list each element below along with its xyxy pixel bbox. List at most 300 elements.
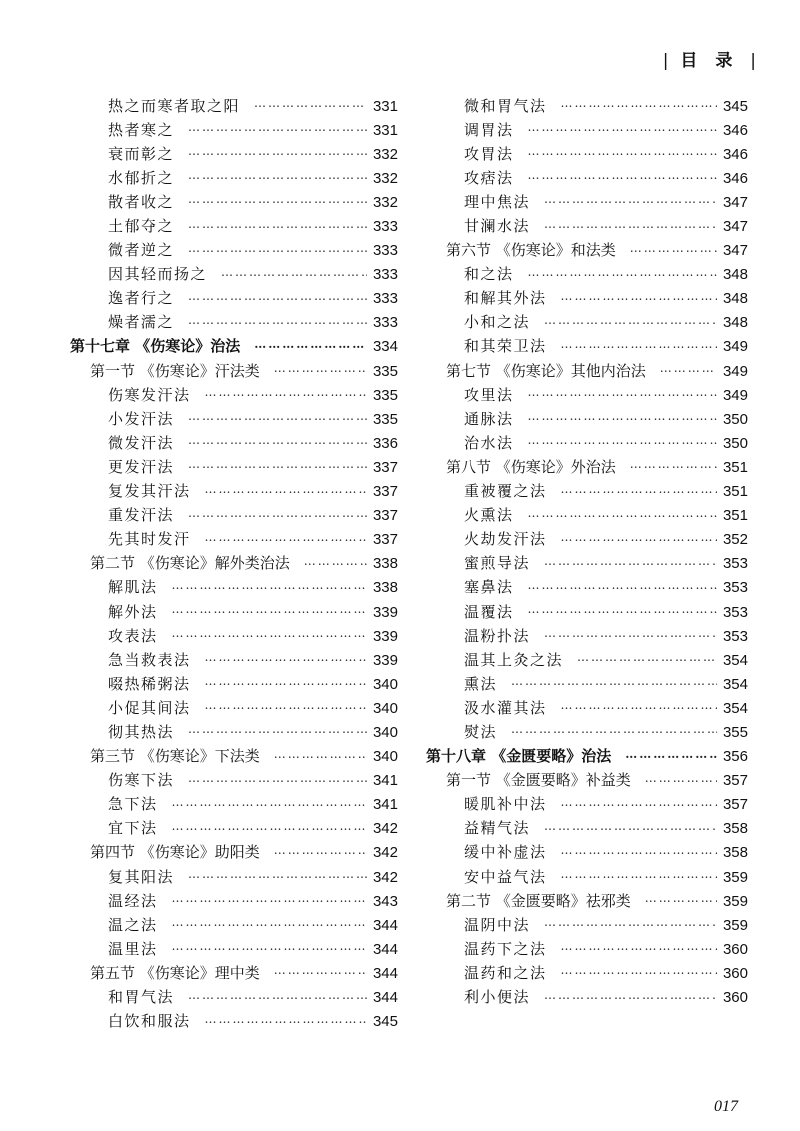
toc-entry-page: 351 <box>722 458 748 476</box>
toc-entry-page: 354 <box>722 699 748 717</box>
dot-leader <box>188 314 367 326</box>
toc-entry-sub[interactable] <box>70 383 398 407</box>
toc-entry-page: 338 <box>372 579 398 597</box>
toc-entry-title: 攻表法 <box>108 626 158 645</box>
toc-entry-sub[interactable] <box>70 166 398 190</box>
toc-entry-page: 347 <box>722 193 748 211</box>
dot-leader <box>274 362 367 374</box>
toc-entry-page: 344 <box>372 940 398 958</box>
toc-entry-title: 解外法 <box>108 602 158 621</box>
toc-entry-title: 宜下法 <box>108 819 158 838</box>
toc-entry-title: 微发汗法 <box>108 433 175 452</box>
toc-entry-title: 治水法 <box>464 433 514 452</box>
toc-entry-page: 337 <box>372 531 398 549</box>
dot-leader <box>561 483 717 495</box>
toc-entry-sub[interactable] <box>426 696 748 720</box>
toc-entry-sub[interactable] <box>70 985 398 1009</box>
dot-leader <box>544 555 717 567</box>
dot-leader <box>172 892 367 904</box>
toc-entry-sub[interactable] <box>426 407 748 431</box>
toc-entry-page: 334 <box>372 338 398 356</box>
dot-leader <box>528 410 717 422</box>
toc-entry-title: 熏法 <box>464 674 498 693</box>
toc-entry-sub[interactable] <box>426 672 748 696</box>
toc-entry-page: 337 <box>372 483 398 501</box>
toc-entry-sub[interactable] <box>70 263 398 287</box>
dot-leader <box>188 458 367 470</box>
toc-entry-title: 第五节 《伤寒论》理中类 <box>90 963 260 982</box>
dot-leader <box>561 940 717 952</box>
toc-entry-sub[interactable] <box>426 528 748 552</box>
toc-entry-page: 335 <box>372 410 398 428</box>
dot-leader <box>205 386 367 398</box>
toc-entry-sub[interactable] <box>70 648 398 672</box>
toc-entry-title: 和胃气法 <box>108 988 175 1007</box>
toc-entry-sub[interactable] <box>70 504 398 528</box>
toc-entry-page: 341 <box>372 796 398 814</box>
toc-entry-page: 333 <box>372 266 398 284</box>
toc-entry-title: 第十七章 《伤寒论》治法 <box>70 337 241 356</box>
toc-entry-title: 塞鼻法 <box>464 578 514 597</box>
toc-entry-title: 熨法 <box>464 722 498 741</box>
toc-entry-title: 啜热稀粥法 <box>108 674 191 693</box>
toc-entry-page: 342 <box>372 820 398 838</box>
toc-entry-title: 和其荣卫法 <box>464 337 547 356</box>
toc-entry-sub[interactable] <box>426 335 748 359</box>
toc-entry-page: 351 <box>722 483 748 501</box>
toc-entry-page: 346 <box>722 121 748 139</box>
dot-leader <box>528 507 717 519</box>
dot-leader <box>561 290 717 302</box>
toc-entry-page: 358 <box>722 844 748 862</box>
toc-entry-sec[interactable] <box>426 359 748 383</box>
toc-entry-page: 354 <box>722 651 748 669</box>
toc-entry-title: 第三节 《伤寒论》下法类 <box>90 747 260 766</box>
toc-entry-sec[interactable] <box>70 745 398 769</box>
dot-leader <box>561 844 717 856</box>
dot-leader <box>188 507 367 519</box>
toc-entry-sec[interactable] <box>426 889 748 913</box>
toc-entry-sub[interactable] <box>70 624 398 648</box>
dot-leader <box>511 675 717 687</box>
toc-entry-sub[interactable] <box>70 287 398 311</box>
toc-entry-page: 340 <box>372 699 398 717</box>
toc-entry-title: 温其上灸之法 <box>464 650 564 669</box>
toc-entry-title: 水郁折之 <box>108 168 175 187</box>
toc-entry-title: 第四节 《伤寒论》助阳类 <box>90 843 260 862</box>
dot-leader <box>544 193 717 205</box>
dot-leader <box>188 242 367 254</box>
toc-entry-page: 353 <box>722 579 748 597</box>
toc-entry-sub[interactable] <box>70 239 398 263</box>
toc-entry-title: 小和之法 <box>464 313 531 332</box>
toc-entry-sub[interactable] <box>70 118 398 142</box>
dot-leader <box>577 651 717 663</box>
toc-entry-sub[interactable] <box>70 913 398 937</box>
dot-leader <box>630 458 717 470</box>
toc-entry-title: 温阴中法 <box>464 915 531 934</box>
toc-entry-sub[interactable] <box>70 672 398 696</box>
toc-entry-page: 333 <box>372 314 398 332</box>
toc-entry-chap[interactable] <box>426 745 748 769</box>
toc-entry-sub[interactable] <box>70 1010 398 1034</box>
toc-entry-sub[interactable] <box>70 94 398 118</box>
header-title: 目 录 <box>680 51 739 71</box>
toc-entry-title: 益精气法 <box>464 819 531 838</box>
toc-entry-sub[interactable] <box>70 769 398 793</box>
toc-entry-sec[interactable] <box>426 455 748 479</box>
toc-entry-title: 缓中补虚法 <box>464 843 547 862</box>
toc-entry-title: 温之法 <box>108 915 158 934</box>
header-bar-right: | <box>750 51 756 71</box>
toc-entry-title: 火熏法 <box>464 506 514 525</box>
toc-entry-page: 350 <box>722 434 748 452</box>
toc-entry-title: 第二节 《金匮要略》祛邪类 <box>446 891 631 910</box>
toc-entry-title: 第六节 《伤寒论》和法类 <box>446 241 616 260</box>
toc-entry-sub[interactable] <box>70 311 398 335</box>
toc-entry-title: 安中益气法 <box>464 867 547 886</box>
toc-entry-sub[interactable] <box>70 480 398 504</box>
dot-leader <box>254 97 367 109</box>
dot-leader <box>630 242 717 254</box>
toc-entry-title: 因其轻而扬之 <box>108 265 208 284</box>
dot-leader <box>172 579 367 591</box>
dot-leader <box>561 531 717 543</box>
toc-entry-page: 350 <box>722 410 748 428</box>
toc-entry-page: 359 <box>722 892 748 910</box>
toc-entry-sec[interactable] <box>70 359 398 383</box>
dot-leader <box>172 940 367 952</box>
dot-leader <box>205 651 367 663</box>
dot-leader <box>172 627 367 639</box>
toc-entry-title: 热者寒之 <box>108 120 175 139</box>
toc-entry-page: 360 <box>722 940 748 958</box>
toc-entry-page: 345 <box>722 97 748 115</box>
dot-leader <box>172 820 367 832</box>
toc-entry-title: 温覆法 <box>464 602 514 621</box>
toc-entry-page: 360 <box>722 989 748 1007</box>
toc-entry-page: 358 <box>722 820 748 838</box>
toc-entry-title: 逸者行之 <box>108 289 175 308</box>
toc-entry-sub[interactable] <box>426 552 748 576</box>
toc-entry-title: 通脉法 <box>464 409 514 428</box>
toc-entry-page: 354 <box>722 675 748 693</box>
toc-entry-sub[interactable] <box>70 190 398 214</box>
toc-entry-sub[interactable] <box>426 383 748 407</box>
dot-leader <box>205 1013 367 1025</box>
dot-leader <box>188 121 367 133</box>
toc-entry-title: 伤寒下法 <box>108 771 175 790</box>
toc-entry-title: 蜜煎导法 <box>464 554 531 573</box>
toc-entry-title: 伤寒发汗法 <box>108 385 191 404</box>
toc-entry-page: 359 <box>722 868 748 886</box>
toc-entry-title: 攻里法 <box>464 385 514 404</box>
toc-entry-page: 353 <box>722 555 748 573</box>
toc-entry-page: 339 <box>372 627 398 645</box>
toc-entry-sub[interactable] <box>70 937 398 961</box>
toc-entry-page: 341 <box>372 772 398 790</box>
toc-entry-page: 357 <box>722 796 748 814</box>
toc-entry-sub[interactable] <box>426 431 748 455</box>
running-header <box>663 46 756 71</box>
dot-leader <box>528 266 717 278</box>
toc-entry-title: 小发汗法 <box>108 409 175 428</box>
toc-entry-page: 340 <box>372 723 398 741</box>
toc-entry-sub[interactable] <box>426 190 748 214</box>
toc-entry-title: 第十八章 《金匮要略》治法 <box>426 747 612 766</box>
toc-entry-title: 更发汗法 <box>108 457 175 476</box>
toc-entry-title: 微和胃气法 <box>464 96 547 115</box>
dot-leader <box>544 820 717 832</box>
toc-entry-title: 攻痞法 <box>464 168 514 187</box>
toc-entry-page: 355 <box>722 723 748 741</box>
toc-entry-sub[interactable] <box>426 263 748 287</box>
dot-leader <box>544 218 717 230</box>
toc-entry-title: 温药下之法 <box>464 939 547 958</box>
dot-leader <box>561 964 717 976</box>
toc-entry-sub[interactable] <box>426 504 748 528</box>
toc-entry-title: 和解其外法 <box>464 289 547 308</box>
dot-leader <box>188 434 367 446</box>
dot-leader <box>625 748 717 760</box>
dot-leader <box>188 989 367 1001</box>
toc-entry-sub[interactable] <box>70 142 398 166</box>
dot-leader <box>645 892 717 904</box>
dot-leader <box>660 362 717 374</box>
toc-entry-sub[interactable] <box>70 407 398 431</box>
toc-entry-page: 359 <box>722 916 748 934</box>
toc-entry-title: 理中焦法 <box>464 192 531 211</box>
toc-entry-sub[interactable] <box>426 214 748 238</box>
toc-entry-sub[interactable] <box>70 793 398 817</box>
toc-entry-title: 第一节 《金匮要略》补益类 <box>446 771 631 790</box>
toc-entry-page: 351 <box>722 507 748 525</box>
toc-entry-sub[interactable] <box>70 865 398 889</box>
toc-entry-sub[interactable] <box>426 720 748 744</box>
toc-entry-page: 349 <box>722 386 748 404</box>
toc-entry-page: 344 <box>372 989 398 1007</box>
toc-entry-sub[interactable] <box>70 528 398 552</box>
toc-entry-sub[interactable] <box>426 937 748 961</box>
toc-entry-title: 温里法 <box>108 939 158 958</box>
dot-leader <box>188 218 367 230</box>
dot-leader <box>561 97 717 109</box>
toc-entry-title: 第八节 《伤寒论》外治法 <box>446 457 616 476</box>
dot-leader <box>561 796 717 808</box>
toc-entry-page: 337 <box>372 507 398 525</box>
toc-entry-page: 360 <box>722 964 748 982</box>
toc-entry-page: 344 <box>372 916 398 934</box>
toc-entry-sub[interactable] <box>70 576 398 600</box>
toc-entry-sub[interactable] <box>426 985 748 1009</box>
header-bar-left: | <box>662 51 669 71</box>
toc-entry-page: 344 <box>372 964 398 982</box>
toc-entry-sub[interactable] <box>426 913 748 937</box>
toc-entry-sub[interactable] <box>426 118 748 142</box>
dot-leader <box>274 748 367 760</box>
toc-entry-page: 357 <box>722 772 748 790</box>
toc-entry-page: 349 <box>722 338 748 356</box>
dot-leader <box>172 796 367 808</box>
dot-leader <box>188 193 367 205</box>
toc-entry-page: 342 <box>372 868 398 886</box>
dot-leader <box>188 772 367 784</box>
toc-entry-sub[interactable] <box>426 841 748 865</box>
toc-entry-title: 重被覆之法 <box>464 482 547 501</box>
toc-entry-sub[interactable] <box>426 166 748 190</box>
toc-entry-title: 燥者濡之 <box>108 313 175 332</box>
toc-entry-sub[interactable] <box>426 287 748 311</box>
toc-entry-title: 和之法 <box>464 265 514 284</box>
toc-entry-title: 先其时发汗 <box>108 530 191 549</box>
dot-leader <box>188 145 367 157</box>
dot-leader <box>172 916 367 928</box>
toc-entry-page: 342 <box>372 844 398 862</box>
toc-entry-page: 340 <box>372 675 398 693</box>
toc-entry-sec[interactable] <box>426 769 748 793</box>
dot-leader <box>205 531 367 543</box>
dot-leader <box>205 675 367 687</box>
toc-entry-sub[interactable] <box>70 600 398 624</box>
toc-entry-title: 解肌法 <box>108 578 158 597</box>
toc-entry-page: 338 <box>372 555 398 573</box>
toc-entry-sub[interactable] <box>70 817 398 841</box>
dot-leader <box>544 916 717 928</box>
toc-entry-page: 346 <box>722 169 748 187</box>
dot-leader <box>304 555 367 567</box>
toc-entry-sub[interactable] <box>426 600 748 624</box>
toc-entry-page: 337 <box>372 458 398 476</box>
dot-leader <box>528 121 717 133</box>
dot-leader <box>528 169 717 181</box>
toc-entry-page: 333 <box>372 242 398 260</box>
toc-entry-sub[interactable] <box>426 624 748 648</box>
toc-entry-sub[interactable] <box>426 94 748 118</box>
toc-entry-title: 第二节 《伤寒论》解外类治法 <box>90 554 290 573</box>
toc-entry-page: 331 <box>372 97 398 115</box>
toc-entry-page: 348 <box>722 266 748 284</box>
toc-entry-title: 彻其热法 <box>108 722 175 741</box>
toc-entry-sub[interactable] <box>426 961 748 985</box>
toc-entry-page: 343 <box>372 892 398 910</box>
toc-entry-title: 利小便法 <box>464 988 531 1007</box>
toc-entry-title: 复其阳法 <box>108 867 175 886</box>
toc-entry-title: 第七节 《伤寒论》其他内治法 <box>446 361 646 380</box>
toc-entry-sec[interactable] <box>426 239 748 263</box>
dot-leader <box>188 723 367 735</box>
dot-leader <box>205 483 367 495</box>
toc-entry-sub[interactable] <box>70 214 398 238</box>
toc-entry-page: 336 <box>372 434 398 452</box>
dot-leader <box>544 627 717 639</box>
dot-leader <box>544 989 717 1001</box>
toc-entry-page: 335 <box>372 386 398 404</box>
toc-entry-title: 热之而寒者取之阳 <box>108 96 241 115</box>
toc-entry-page: 339 <box>372 603 398 621</box>
toc-entry-page: 339 <box>372 651 398 669</box>
toc-entry-page: 332 <box>372 145 398 163</box>
toc-entry-title: 汲水灌其法 <box>464 698 547 717</box>
toc-entry-page: 348 <box>722 290 748 308</box>
toc-entry-page: 333 <box>372 218 398 236</box>
dot-leader <box>528 603 717 615</box>
dot-leader <box>188 868 367 880</box>
toc-right-column <box>426 94 748 1010</box>
toc-entry-sub[interactable] <box>70 431 398 455</box>
toc-entry-title: 火劫发汗法 <box>464 530 547 549</box>
toc-entry-title: 散者收之 <box>108 192 175 211</box>
toc-entry-title: 急当救表法 <box>108 650 191 669</box>
dot-leader <box>528 434 717 446</box>
toc-entry-title: 暖肌补中法 <box>464 795 547 814</box>
toc-entry-title: 甘澜水法 <box>464 217 531 236</box>
toc-entry-page: 352 <box>722 531 748 549</box>
toc-entry-page: 346 <box>722 145 748 163</box>
toc-entry-page: 332 <box>372 169 398 187</box>
toc-entry-chap[interactable] <box>70 335 398 359</box>
toc-entry-sub[interactable] <box>426 817 748 841</box>
toc-entry-page: 349 <box>722 362 748 380</box>
page-number: 017 <box>714 1098 738 1115</box>
toc-entry-sub[interactable] <box>426 311 748 335</box>
dot-leader <box>511 723 717 735</box>
toc-entry-sub[interactable] <box>426 793 748 817</box>
toc-entry-title: 微者逆之 <box>108 241 175 260</box>
dot-leader <box>274 844 367 856</box>
dot-leader <box>188 290 367 302</box>
toc-left-column <box>70 94 398 1034</box>
toc-entry-sec[interactable] <box>70 841 398 865</box>
toc-entry-title: 攻胃法 <box>464 144 514 163</box>
toc-entry-page: 353 <box>722 627 748 645</box>
toc-entry-sub[interactable] <box>70 889 398 913</box>
dot-leader <box>205 699 367 711</box>
dot-leader <box>561 868 717 880</box>
toc-entry-sub[interactable] <box>70 720 398 744</box>
toc-entry-page: 331 <box>372 121 398 139</box>
toc-entry-sec[interactable] <box>70 961 398 985</box>
toc-entry-page: 348 <box>722 314 748 332</box>
toc-entry-page: 347 <box>722 218 748 236</box>
toc-entry-title: 复发其汗法 <box>108 482 191 501</box>
dot-leader <box>561 338 717 350</box>
toc-entry-page: 335 <box>372 362 398 380</box>
toc-entry-sub[interactable] <box>70 455 398 479</box>
toc-entry-page: 345 <box>372 1013 398 1031</box>
toc-entry-sub[interactable] <box>70 696 398 720</box>
toc-entry-sub[interactable] <box>426 865 748 889</box>
toc-entry-title: 温药和之法 <box>464 963 547 982</box>
dot-leader <box>274 964 367 976</box>
dot-leader <box>645 772 717 784</box>
toc-entry-title: 温经法 <box>108 891 158 910</box>
dot-leader <box>544 314 717 326</box>
dot-leader <box>528 145 717 157</box>
toc-entry-sec[interactable] <box>70 552 398 576</box>
dot-leader <box>188 169 367 181</box>
toc-entry-page: 340 <box>372 748 398 766</box>
toc-entry-sub[interactable] <box>426 480 748 504</box>
dot-leader <box>172 603 367 615</box>
toc-entry-page: 332 <box>372 193 398 211</box>
toc-entry-title: 衰而彰之 <box>108 144 175 163</box>
toc-entry-sub[interactable] <box>426 576 748 600</box>
toc-entry-sub[interactable] <box>426 142 748 166</box>
toc-entry-sub[interactable] <box>426 648 748 672</box>
dot-leader <box>221 266 367 278</box>
toc-entry-title: 小促其间法 <box>108 698 191 717</box>
dot-leader <box>188 410 367 422</box>
